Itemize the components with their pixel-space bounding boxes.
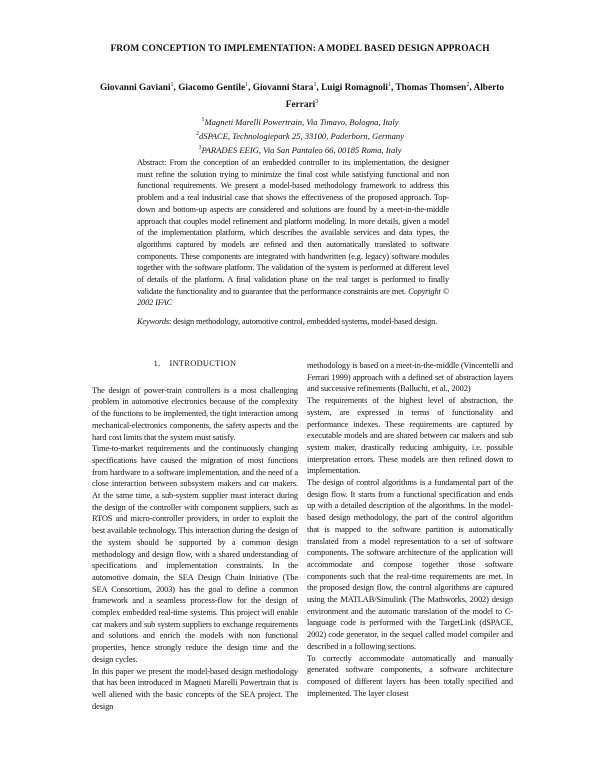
paragraph: To correctly accommodate automatically and manually generated software components, a software architecture composed of different layers has been totally specified and implemented. The layer closest (307, 653, 513, 698)
affiliation-list (120, 114, 480, 156)
author: Thomas Thomsen$^2$, (395, 82, 474, 94)
affiliation: $^3$PARADES EEIG, Via San Pantaleo 66, 00185 Roma, Italy (198, 144, 402, 155)
author: Alberto Ferrari$^3$ (285, 83, 504, 110)
author: Giovanni Gaviani$^1$, (100, 82, 179, 94)
right-column (307, 360, 513, 699)
keywords-label: Keywords (137, 317, 169, 326)
paragraph: Time-to-market requirements and the continuously changing specifications have caused the migration of most functions from hardware to a software implementation, and the need of a close interaction between subsystem makers and car makers. At the same time, a sub-system supplier must interact during the design of the controller with component suppliers, such as RTOS and micro-controller providers, in order to exploit the best available technology. This interaction during the design of the system should be supported by a common design methodology and design flow, with a shared understanding of specifications and implementation constraints. In the automotive domain, the SEA Design Chain Initiative (The SEA Consortium, 2003) has the goal to define a common framework and a seamless process-flow for the design of complex embedded real-time systems. This project will enable car makers and sub system suppliers to exchange requirements and solutions and enrich the models with non functional properties, hence strongly reduce the design time and the design cycles. (92, 444, 298, 664)
author: Giacomo Gentile$^1$, (178, 82, 253, 94)
affiliation: $^2$dSPACE, Technologiepark 25, 33100, Paderborn, Germany (195, 130, 405, 141)
author-list (92, 79, 512, 112)
copyright-notice: Copyright © 2002 IFAC (137, 286, 449, 308)
abstract: Abstract: From the conception of an embedded controller to its implementation, the designer must refine the solution trying to minimize the final cost while satisfying functional and non functional requirements. We present a model-based methodology framework to address this problem and a real industrial case that shows the effectiveness of the proposed approach. Top-down and bottom-up aspects are considered and solutions are found by a meet-in-the-middle approach that couples model refinement and platform modeling. In more details, given a model of the implementation platform, which describes the available services and data types, the algorithms captured by models are refined and then automatically translated to software components. These components are integrated with handwritten (e.g. legacy) software modules together with the software platform. The validation of the system is performed at different level of details of the platform. A final validation phase on the real target is performed to finally validate the functionality and to guarantee that the performance constraints are met. Copyright © 2002 IFAC (137, 158, 449, 308)
paragraph: The requirements of the highest level of abstraction, the system, are expressed in terms of functionality and performance indexes. These requirements are captured by executable models and are shared between car makers and sub system maker, drastically reducing ambiguity, i.e. possible interpretation errors. These models are then refined down to implementation. (307, 396, 513, 476)
paragraph: methodology is based on a meet-in-the-middle (Vincentelli and Ferrari 1999) approach with a defined set of abstraction layers and successive refinements (Balluchi, et al., 2002) (307, 361, 513, 394)
section-heading: 1. INTRODUCTION (153, 359, 237, 368)
paragraph: In this paper we present the model-based design methodology that has been introduced in Magneti Marelli Powertrain that is well aliened with the basic concepts of the SEA project. The design (92, 666, 298, 711)
author: Giovanni Stara$^1$, (252, 82, 322, 94)
keywords: Keywords: design methodology, automotive control, embedded systems, model-based design. (137, 317, 438, 326)
affiliation: $^1$Magneti Marelli Powertrain, Via Timavo, Bologna, Italy (201, 116, 399, 127)
paragraph: The design of control algorithms is a fundamental part of the design flow. It starts from a functional specification and ends up with a detailed description of the algorithms. In the model-based design methodology, the part of the control algorithm that is mapped to the software partition is automatically translated from a model representation to a set of software components. The software architecture of the application will accommodate and compose together those software components such that the real-time requirements are met. In the proposed design flow, the control algorithms are captured using the MATLAB/Simulink (The Mathworks, 2002) design environment and the automatic translation of the model to C-language code is performed with the TargetLink (dSPACE, 2002) code generator, in the sequel called model compiler and described in a following sections. (307, 478, 513, 651)
paragraph: The design of power-train controllers is a most challenging problem in automotive electronics because of the complexity of the functions to be implemented, the tight interaction among mechanical-electronics components, the safety aspects and the hard cost limits that the system must satisfy. (92, 385, 298, 442)
left-column (92, 358, 298, 712)
paper-title: FROM CONCEPTION TO IMPLEMENTATION: A MODEL BASED DESIGN APPROACH (110, 44, 490, 54)
author: Luigi Romagnoli$^1$, (321, 82, 396, 94)
